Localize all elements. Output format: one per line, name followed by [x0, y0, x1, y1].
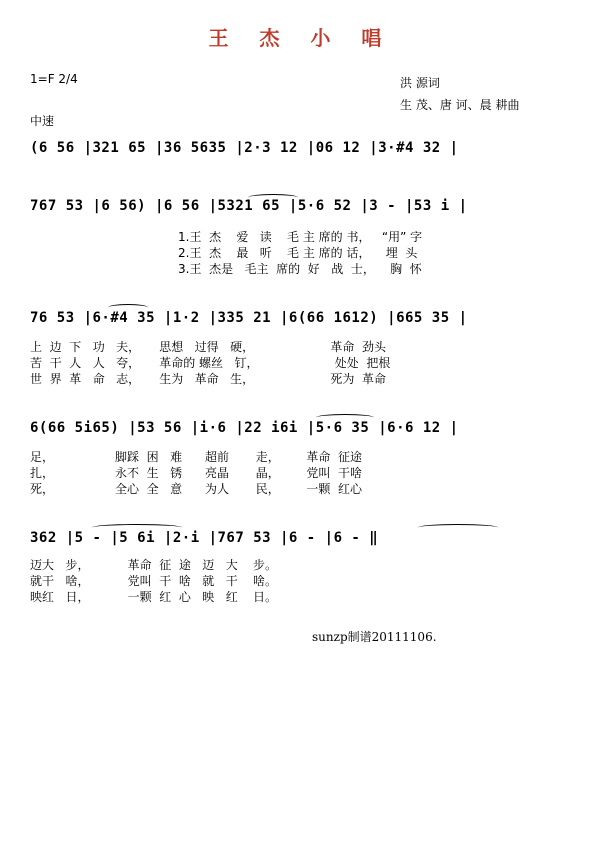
notation-line-3: 76 53 |6·#4 35 |1·2 |335 21 |6(66 1612) |665 35 | — [30, 310, 468, 326]
notation-line-1: (6 56 |321 65 |36 5635 |2·3 12 |06 12 |3·#4 32 | — [30, 140, 459, 156]
transcriber-credit: sunzp制谱20111106. — [312, 630, 437, 644]
lyric-line-4-verse-2: 扎， 永不 生 锈 亮晶 晶， 党叫 干啥 — [30, 466, 363, 480]
lyricist-credit: 洪 源词 — [400, 76, 440, 90]
lyric-line-4-verse-1: 足， 脚踩 困 难 超前 走， 革命 征途 — [30, 450, 363, 464]
lyric-line-3-verse-2: 苦 干 人 人 夸， 革命的 螺丝 钉， 处处 把根 — [30, 356, 391, 370]
notation-line-2: 767 53 |6 56) |6 56 |5321 65 |5·6 52 |3 - |53 i | — [30, 198, 468, 214]
lyric-line-2-verse-3: 3.王 杰是 毛主 席的 好 战 士， 胸 怀 — [178, 262, 422, 276]
lyric-line-4-verse-3: 死， 全心 全 意 为人 民， 一颗 红心 — [30, 482, 363, 496]
lyric-line-5-verse-3: 映红 日， 一颗 红 心 映 红 日。 — [30, 590, 277, 604]
tie-slur — [108, 304, 148, 311]
tie-slur — [248, 194, 298, 201]
notation-line-5: 362 |5 - |5 6i |2·i |767 53 |6 - |6 - ‖ — [30, 530, 379, 546]
lyric-line-5-verse-2: 就干 啥， 党叫 干 啥 就 干 啥。 — [30, 574, 277, 588]
lyric-line-3-verse-1: 上 边 下 功 夫， 思想 过得 硬， 革命 劲头 — [30, 340, 387, 354]
tempo-marking: 中速 — [30, 114, 55, 128]
lyric-line-5-verse-1: 迈大 步， 革命 征 途 迈 大 步。 — [30, 558, 277, 572]
composer-credit: 生 茂、唐 诃、晨 耕曲 — [400, 98, 520, 112]
lyric-line-3-verse-3: 世 界 革 命 志， 生为 革命 生， 死为 革命 — [30, 372, 387, 386]
tie-slur — [316, 414, 374, 421]
tie-slur — [92, 524, 182, 531]
key-signature: 1=F 2/4 — [30, 72, 78, 86]
tie-slur — [418, 524, 498, 531]
song-title: 王 杰 小 唱 — [208, 26, 394, 50]
notation-line-4: 6(66 5i65) |53 56 |i·6 |22 i6i |5·6 35 |6·6 12 | — [30, 420, 459, 436]
lyric-line-2-verse-2: 2.王 杰 最 听 毛 主 席的 话， 埋 头 — [178, 246, 418, 260]
lyric-line-2-verse-1: 1.王 杰 爱 读 毛 主 席的 书， “用” 字 — [178, 230, 423, 244]
